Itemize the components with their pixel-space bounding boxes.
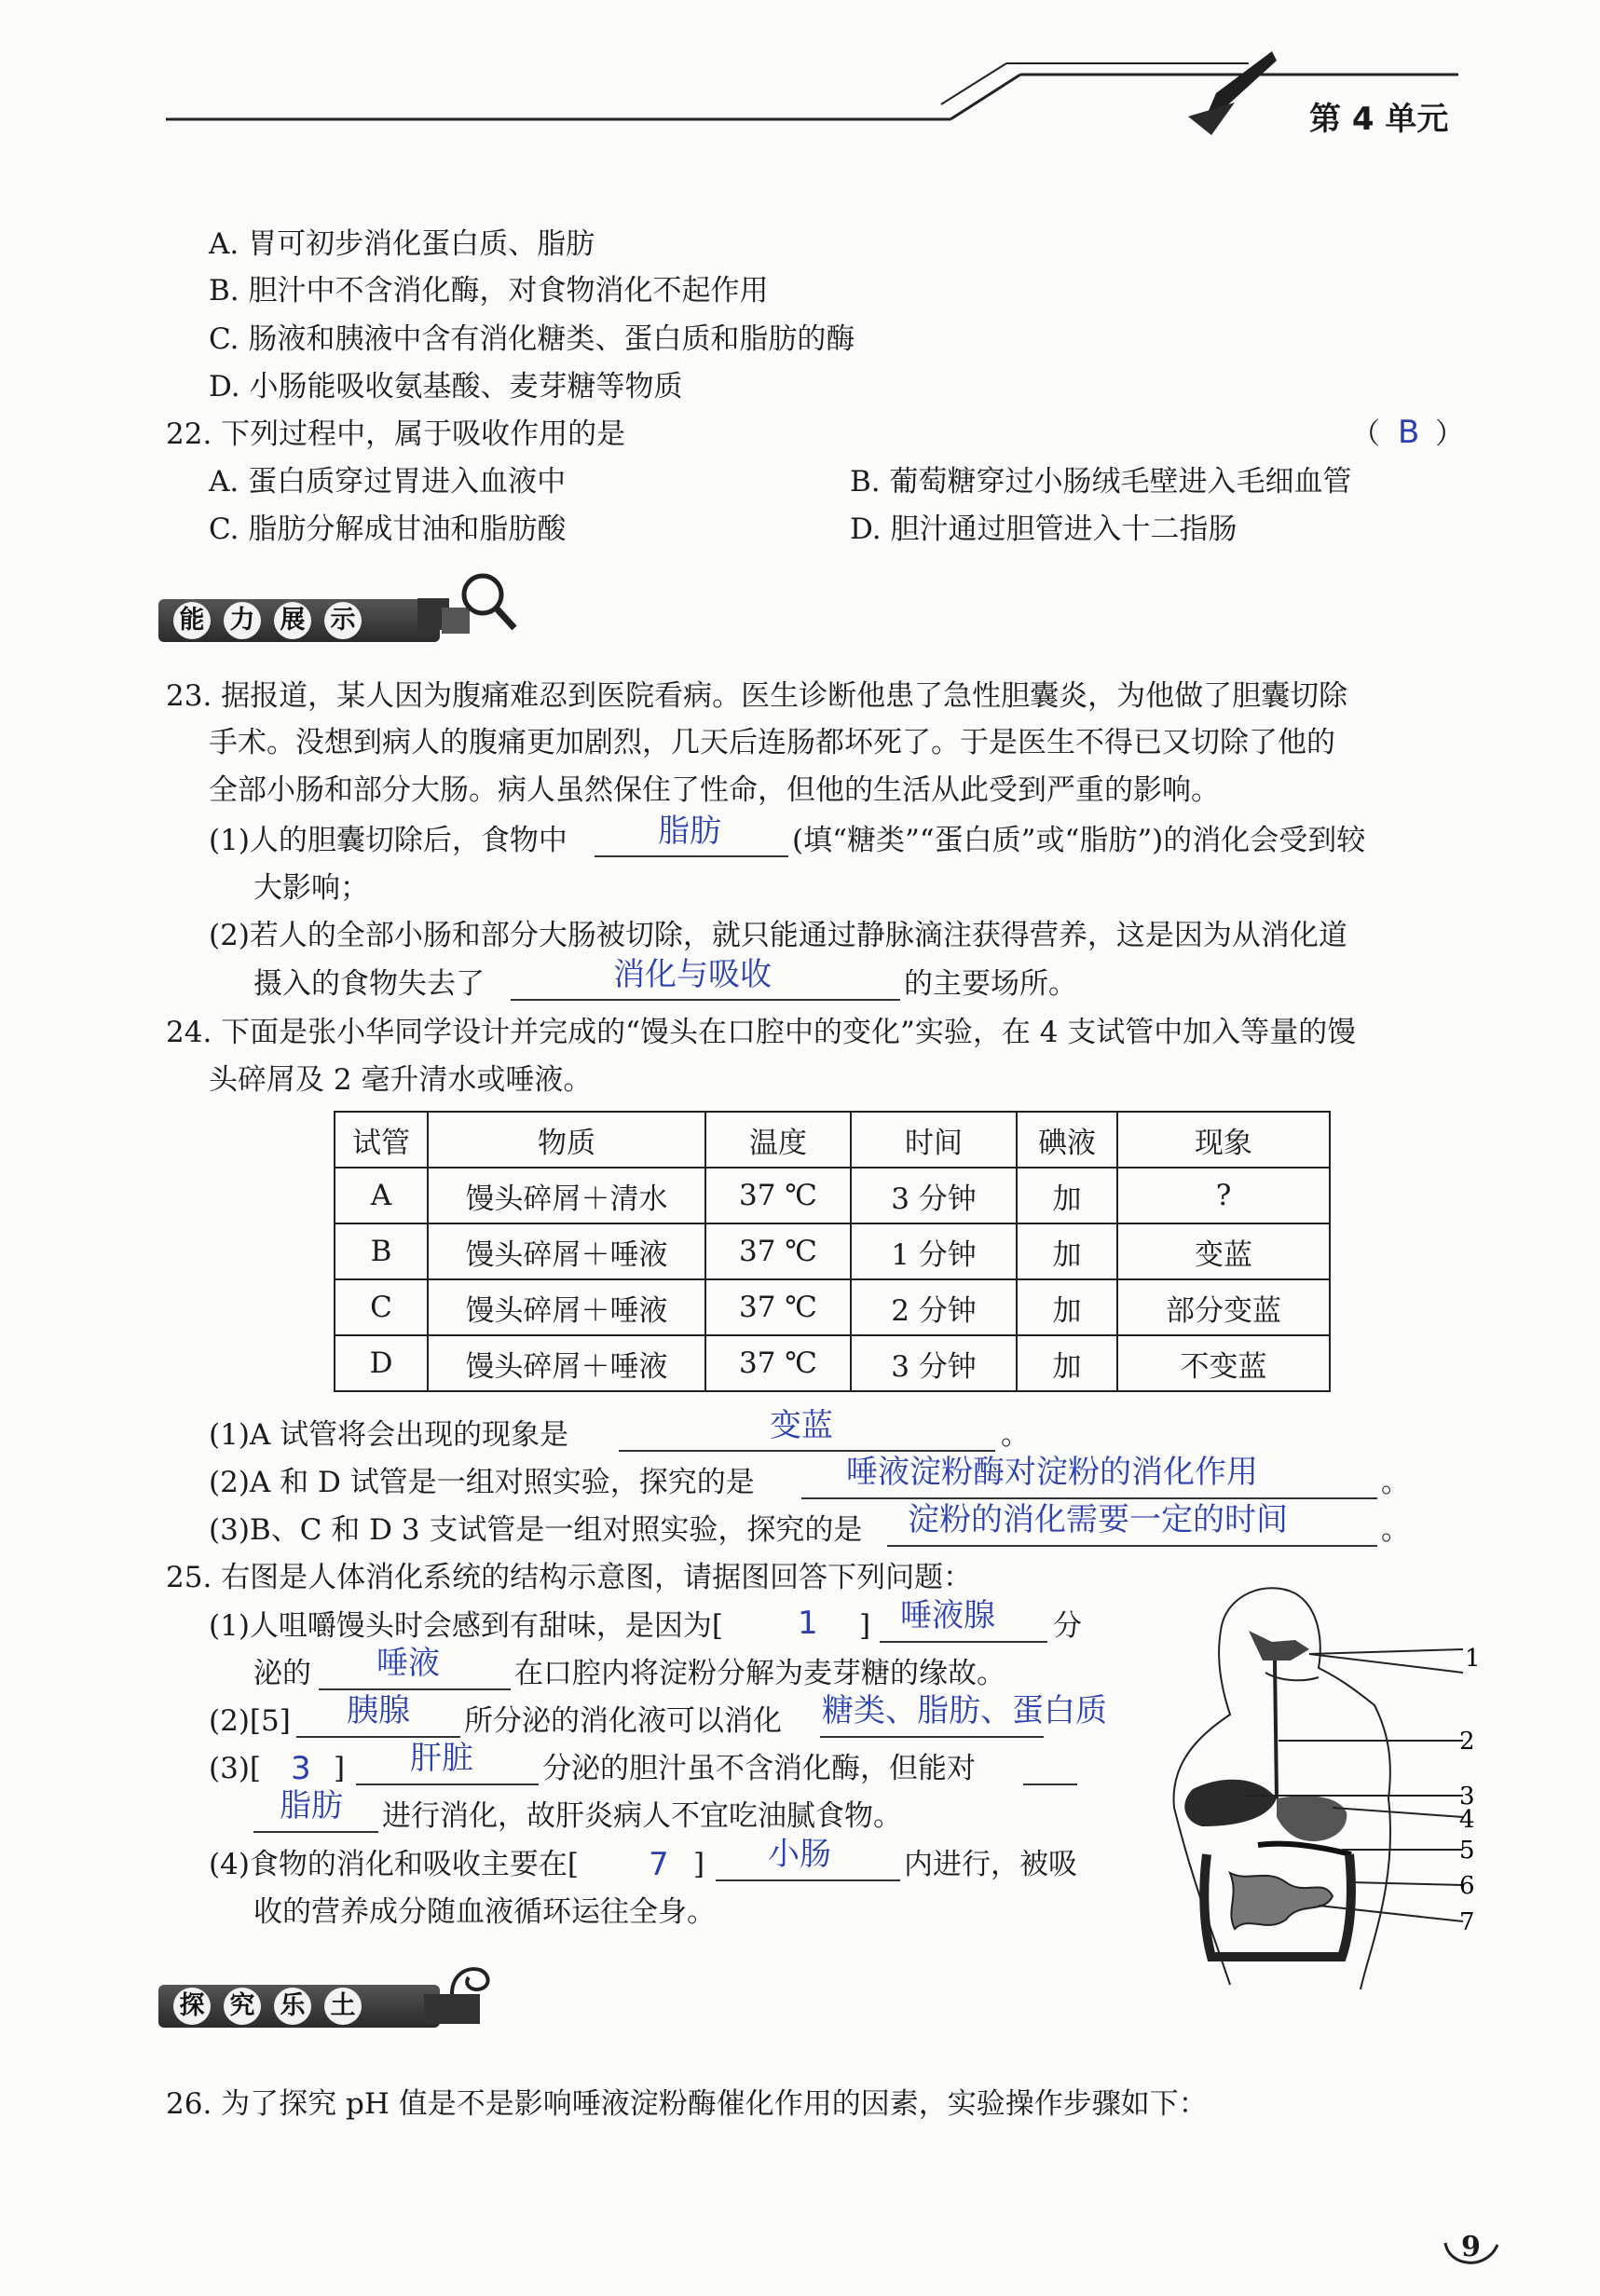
q25-part3-blank-tail[interactable]: [1023, 1784, 1077, 1785]
q25-part1-answer2: 唾液: [376, 1645, 440, 1682]
diagram-label-3: 3: [1459, 1783, 1475, 1811]
table-cell: 3 分钟: [851, 1335, 1017, 1391]
q22-option-b: B. 葡萄糖穿过小肠绒毛壁进入毛细血管: [850, 465, 1352, 499]
q25-part2-answer: 胰腺: [347, 1692, 410, 1729]
q25-part3-blank2[interactable]: [253, 1831, 378, 1833]
table-header: 碘液: [1017, 1112, 1117, 1168]
q25-part4-a: (4)食物的消化和吸收主要在[: [209, 1848, 580, 1881]
q23-part1-cont: 大影响；: [253, 871, 369, 905]
q22-stem: 22. 下列过程中，属于吸收作用的是: [166, 417, 626, 451]
table-cell: C: [335, 1279, 428, 1335]
q21-option-a: A. 胃可初步消化蛋白质、脂肪: [209, 227, 595, 261]
q24-line-2: 头碎屑及 2 毫升清水或唾液。: [209, 1063, 593, 1097]
ink-bottle-icon: [415, 1957, 499, 2031]
table-row: [335, 1335, 1330, 1391]
badge-char: 土: [324, 1988, 362, 2025]
unit-title: 第 4 单元: [1309, 101, 1449, 138]
q25-part1-blank2[interactable]: [319, 1688, 511, 1690]
q25-part2-blank2[interactable]: [820, 1736, 1044, 1738]
q24-part2-blank[interactable]: [801, 1497, 1377, 1499]
experiment-table: [334, 1111, 1331, 1392]
table-header: 物质: [428, 1112, 705, 1168]
q25-part3-number: 3: [291, 1750, 311, 1787]
table-cell: 37 ℃: [705, 1168, 851, 1223]
q23-line-3: 全部小肠和部分大肠。病人虽然保住了性命，但他的生活从此受到严重的影响。: [209, 773, 1220, 807]
q24-part2-suffix: 。: [1381, 1466, 1410, 1499]
table-row: [335, 1279, 1330, 1335]
diagram-label-2: 2: [1459, 1728, 1475, 1756]
badge-char: 示: [324, 602, 362, 639]
q24-part3-suffix: 。: [1381, 1513, 1410, 1547]
q25-part3-answer: 肝脏: [410, 1740, 473, 1777]
table-cell: 变蓝: [1117, 1223, 1330, 1279]
q23-line-1: 23. 据报道，某人因为腹痛难忍到医院看病。医生诊断他患了急性胆囊炎，为他做了胆囊切除: [166, 679, 1348, 713]
q24-part2-answer: 唾液淀粉酶对淀粉的消化作用: [846, 1454, 1258, 1491]
magnifier-icon: [410, 570, 522, 645]
q25-part2-answer2: 糖类、脂肪、蛋白质: [822, 1692, 1107, 1729]
q25-part1-d: 泌的: [253, 1657, 311, 1690]
q24-part3-blank[interactable]: [887, 1545, 1377, 1547]
q25-part1-e: 在口腔内将淀粉分解为麦芽糖的缘故。: [514, 1657, 1005, 1690]
q21-option-c: C. 肠液和胰液中含有消化糖类、蛋白质和脂肪的酶: [209, 322, 855, 356]
diagram-label-1: 1: [1465, 1645, 1481, 1673]
q25-part4-blank[interactable]: [716, 1879, 900, 1881]
table-cell: 37 ℃: [705, 1335, 851, 1391]
q24-part3-answer: 淀粉的消化需要一定的时间: [908, 1501, 1288, 1538]
table-header: 试管: [335, 1112, 428, 1168]
table-cell: ?: [1117, 1168, 1330, 1223]
table-cell: 加: [1017, 1335, 1117, 1391]
q25-part3-c: 分泌的胆汁虽不含消化酶，但能对: [542, 1752, 976, 1785]
digestive-system-diagram: [1118, 1575, 1481, 2013]
q22-option-a: A. 蛋白质穿过胃进入血液中: [209, 465, 567, 499]
q25-part3-blank[interactable]: [356, 1784, 539, 1785]
q24-part3-prefix: (3)B、C 和 D 3 支试管是一组对照实验，探究的是: [209, 1513, 863, 1547]
pencil-icon: [1183, 37, 1286, 140]
q23-part2-suffix: 的主要场所。: [904, 967, 1077, 1001]
table-cell: 馒头碎屑＋清水: [428, 1168, 705, 1223]
q21-option-d: D. 小肠能吸收氨基酸、麦芽糖等物质: [209, 370, 683, 403]
table-header: 现象: [1117, 1112, 1330, 1168]
diagram-label-4: 4: [1459, 1806, 1475, 1834]
table-cell: 馒头碎屑＋唾液: [428, 1279, 705, 1335]
diagram-label-5: 5: [1459, 1837, 1475, 1865]
q24-part2-prefix: (2)A 和 D 试管是一组对照实验，探究的是: [209, 1466, 755, 1499]
q26-stem: 26. 为了探究 pH 值是不是影响唾液淀粉酶催化作用的因素，实验操作步骤如下：: [166, 2087, 1208, 2121]
q25-part4-d: 收的营养成分随血液循环运往全身。: [253, 1895, 716, 1929]
diagram-label-6: 6: [1459, 1872, 1475, 1900]
q25-part2-blank[interactable]: [296, 1736, 460, 1738]
q21-option-b: B. 胆汁中不含消化酶，对食物消化不起作用: [209, 274, 769, 308]
q25-part1-c: 分: [1053, 1609, 1082, 1643]
q23-part2-line1: (2)若人的全部小肠和部分大肠被切除，就只能通过静脉滴注获得营养，这是因为从消化道: [209, 919, 1347, 952]
q25-part4-c: 内进行，被吸: [904, 1848, 1077, 1881]
table-cell: 馒头碎屑＋唾液: [428, 1223, 705, 1279]
q23-line-2: 手术。没想到病人的腹痛更加剧烈，几天后连肠都坏死了。于是医生不得已又切除了他的: [209, 726, 1335, 759]
q23-part1-blank[interactable]: [595, 855, 788, 857]
table-cell: 部分变蓝: [1117, 1279, 1330, 1335]
badge-char: 究: [224, 1988, 261, 2025]
q25-part1-answer: 唾液腺: [900, 1597, 995, 1634]
table-cell: 37 ℃: [705, 1223, 851, 1279]
q24-part1-blank[interactable]: [619, 1450, 995, 1452]
q23-part1-suffix: (填“糖类”“蛋白质”或“脂肪”)的消化会受到较: [792, 824, 1366, 857]
q22-paren-right: ）: [1435, 417, 1464, 451]
table-cell: 37 ℃: [705, 1279, 851, 1335]
table-cell: 2 分钟: [851, 1279, 1017, 1335]
diagram-label-7: 7: [1459, 1908, 1475, 1936]
table-cell: 馒头碎屑＋唾液: [428, 1335, 705, 1391]
q25-part3-answer2: 脂肪: [280, 1787, 343, 1824]
q25-part1-number: 1: [798, 1605, 818, 1642]
q25-part2-a: (2)[5]: [209, 1704, 291, 1738]
badge-char: 展: [274, 602, 311, 639]
q22-option-c: C. 脂肪分解成甘油和脂肪酸: [209, 512, 567, 546]
section-badge-explore: [158, 1985, 440, 2028]
table-cell: B: [335, 1223, 428, 1279]
q25-stem: 25. 右图是人体消化系统的结构示意图，请据图回答下列问题：: [166, 1561, 973, 1594]
table-cell: A: [335, 1168, 428, 1223]
q22-answer: B: [1398, 414, 1420, 451]
q23-part2-answer: 消化与吸收: [613, 956, 772, 993]
q25-part2-b: 所分泌的消化液可以消化: [464, 1704, 782, 1738]
page-number: 9: [1461, 2231, 1481, 2263]
q25-part1-a: (1)人咀嚼馒头时会感到有甜味，是因为[: [209, 1609, 724, 1643]
q24-part1-prefix: (1)A 试管将会出现的现象是: [209, 1418, 569, 1452]
q25-part4-number: 7: [649, 1846, 669, 1883]
q25-part4-b: ]: [693, 1848, 705, 1881]
table-cell: 加: [1017, 1168, 1117, 1223]
section-badge-ability: [158, 599, 440, 642]
q24-line-1: 24. 下面是张小华同学设计并完成的“馒头在口腔中的变化”实验，在 4 支试管中加入等量的馒: [166, 1016, 1357, 1049]
table-header-row: [335, 1112, 1330, 1168]
table-cell: 3 分钟: [851, 1168, 1017, 1223]
badge-char: 探: [173, 1988, 211, 2025]
table-cell: 加: [1017, 1279, 1117, 1335]
q25-part3-b: ]: [334, 1752, 346, 1785]
table-cell: 1 分钟: [851, 1223, 1017, 1279]
q22-option-d: D. 胆汁通过胆管进入十二指肠: [850, 512, 1238, 546]
badge-char: 能: [173, 602, 211, 639]
table-header: 温度: [705, 1112, 851, 1168]
table-row: [335, 1168, 1330, 1223]
q25-part3-d: 进行消化，故肝炎病人不宜吃油腻食物。: [382, 1799, 902, 1833]
q24-part1-answer: 变蓝: [770, 1407, 833, 1444]
q25-part1-b: ]: [859, 1609, 871, 1643]
badge-char: 乐: [274, 1988, 311, 2025]
q25-part4-answer: 小肠: [768, 1836, 831, 1873]
table-cell: 加: [1017, 1223, 1117, 1279]
table-row: [335, 1223, 1330, 1279]
badge-char: 力: [224, 602, 261, 639]
q25-part1-blank[interactable]: [880, 1641, 1047, 1643]
q22-paren-left: （: [1351, 417, 1380, 451]
q23-part2-prefix: 摄入的食物失去了: [253, 967, 485, 1001]
q23-part1-prefix: (1)人的胆囊切除后，食物中: [209, 824, 568, 857]
q25-part3-a: (3)[: [209, 1752, 262, 1785]
table-cell: D: [335, 1335, 428, 1391]
q24-part1-suffix: 。: [1001, 1418, 1030, 1452]
q23-part1-answer: 脂肪: [658, 813, 721, 850]
table-header: 时间: [851, 1112, 1017, 1168]
table-cell: 不变蓝: [1117, 1335, 1330, 1391]
q23-part2-blank[interactable]: [511, 999, 900, 1001]
